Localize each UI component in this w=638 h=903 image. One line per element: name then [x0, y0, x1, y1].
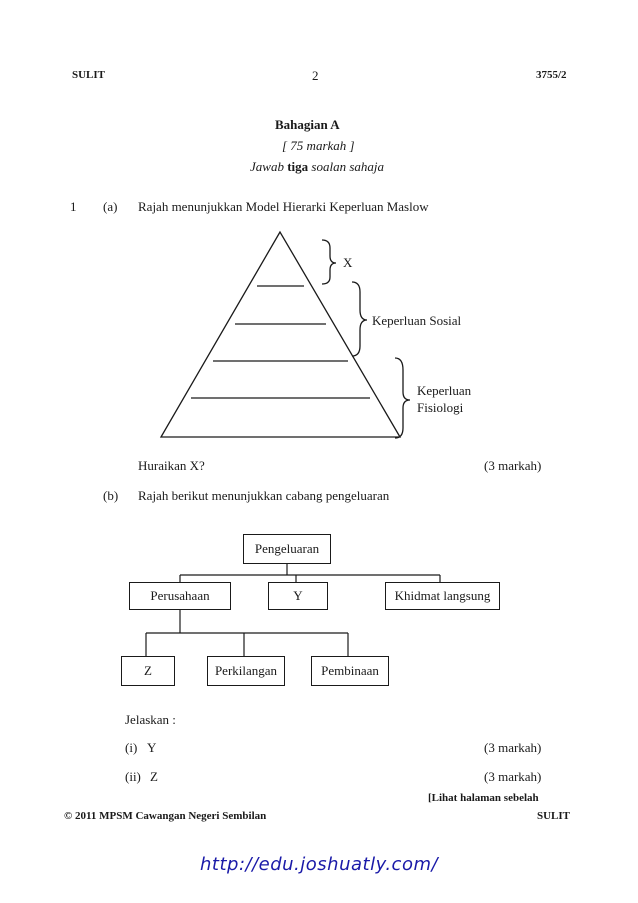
part-b-item-ii-marks: (3 markah)	[484, 769, 542, 784]
section-marks: [ 75 markah ]	[282, 138, 355, 153]
footer-sulit: SULIT	[537, 810, 571, 822]
part-b-item-i-text: Y	[147, 740, 157, 755]
part-a-marks: (3 markah)	[484, 458, 542, 473]
label-physio-2: Fisiologi	[417, 400, 464, 415]
instruction-tiga: tiga	[287, 159, 309, 174]
label-social: Keperluan Sosial	[372, 313, 462, 328]
page-number: 2	[312, 68, 319, 83]
part-b-item-i-marks: (3 markah)	[484, 740, 542, 755]
part-b-prompt: Jelaskan :	[125, 712, 176, 727]
part-b-text: Rajah berikut menunjukkan cabang pengeluaran	[138, 488, 390, 503]
node-pembinaan: Pembinaan	[311, 656, 389, 686]
instruction-jawab: Jawab	[250, 159, 284, 174]
label-physio-1: Keperluan	[417, 383, 472, 398]
node-perusahaan: Perusahaan	[129, 582, 231, 610]
turn-page-note: [Lihat halaman sebelah	[428, 792, 539, 804]
node-pengeluaran: Pengeluaran	[243, 534, 331, 564]
header-sulit: SULIT	[72, 69, 106, 81]
footer-url-link[interactable]: http://edu.joshuatly.com/	[200, 854, 439, 875]
question-number: 1	[70, 199, 77, 214]
part-b-label: (b)	[103, 488, 119, 503]
node-perkilangan: Perkilangan	[207, 656, 285, 686]
part-b-item-i-label: (i)	[125, 740, 138, 755]
part-a-question: Huraikan X?	[138, 458, 205, 473]
part-a-label: (a)	[103, 199, 118, 214]
part-a-text: Rajah menunjukkan Model Hierarki Keperluan Maslow	[138, 199, 429, 214]
paper-code: 3755/2	[536, 69, 567, 81]
copyright: © 2011 MPSM Cawangan Negeri Sembilan	[64, 810, 267, 822]
part-b-item-ii-text: Z	[150, 769, 158, 784]
node-y: Y	[268, 582, 328, 610]
label-x: X	[343, 255, 353, 270]
section-title: Bahagian A	[275, 117, 340, 132]
part-b-item-ii-label: (ii)	[125, 769, 141, 784]
node-khidmat-langsung: Khidmat langsung	[385, 582, 500, 610]
node-z: Z	[121, 656, 175, 686]
instruction-rest: soalan sahaja	[311, 159, 384, 174]
